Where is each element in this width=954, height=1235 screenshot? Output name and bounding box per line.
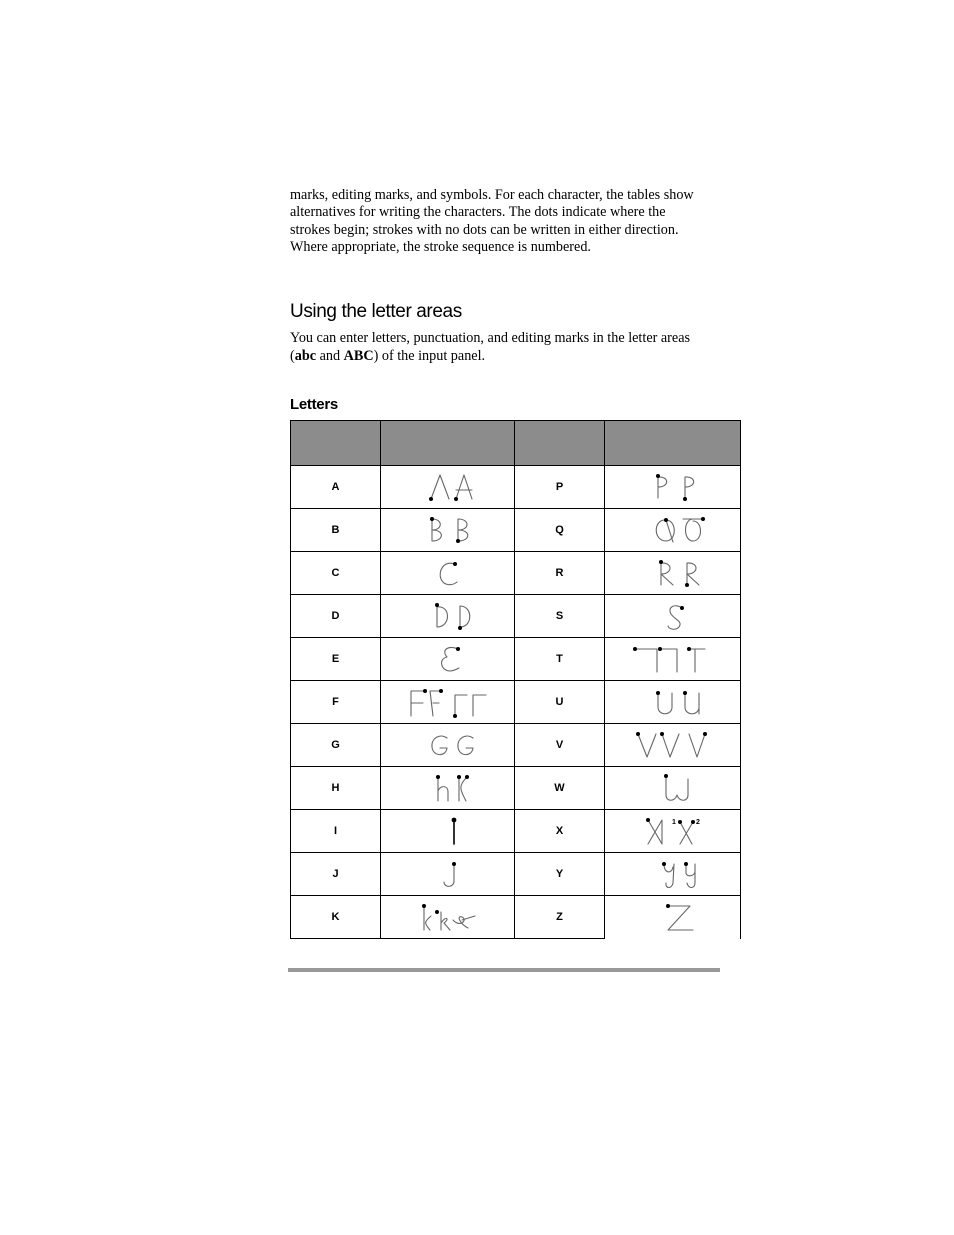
stroke-cell — [605, 810, 741, 853]
table-row — [291, 767, 741, 810]
stroke-glyph-J — [388, 855, 508, 893]
stroke-cell — [605, 638, 741, 681]
stroke-cell — [605, 681, 741, 724]
letter-label: A — [291, 466, 381, 509]
stroke-glyph-I — [388, 812, 508, 850]
section-heading: Using the letter areas — [290, 301, 462, 322]
stroke-glyph-Q — [613, 511, 733, 549]
stroke-glyph-U — [613, 683, 733, 721]
table-row — [291, 724, 741, 767]
stroke-cell — [381, 896, 515, 939]
stroke-cell — [381, 853, 515, 896]
intro-paragraph: marks, editing marks, and symbols. For each character, the tables show alternatives for writing the characters. The dots indicate where the strokes begin; strokes with no dots can be written in either direction. Where appropriate, the stroke sequence is numbered. — [290, 187, 694, 256]
stroke-cell — [605, 724, 741, 767]
letter-label: T — [515, 638, 605, 681]
letter-label: F — [291, 681, 381, 724]
stroke-cell — [381, 681, 515, 724]
letter-label: R — [515, 552, 605, 595]
table-row — [291, 681, 741, 724]
header-cell — [381, 421, 515, 466]
para-text-after: ) of the input panel. — [373, 347, 486, 364]
table-row — [291, 552, 741, 595]
stroke-cell — [381, 595, 515, 638]
letter-label: H — [291, 767, 381, 810]
letter-label: D — [291, 595, 381, 638]
header-cell — [515, 421, 605, 466]
table-row — [291, 509, 741, 552]
table-header-row — [291, 421, 741, 466]
stroke-glyph-Y — [613, 855, 733, 893]
letter-label: P — [515, 466, 605, 509]
letters-table — [290, 420, 741, 939]
stroke-glyph-V — [605, 726, 740, 764]
stroke-glyph-P — [613, 468, 733, 506]
stroke-cell — [381, 638, 515, 681]
stroke-glyph-E — [388, 640, 508, 678]
letter-label: V — [515, 724, 605, 767]
header-cell — [291, 421, 381, 466]
stroke-cell — [605, 767, 741, 810]
stroke-glyph-T — [605, 640, 740, 678]
stroke-cell — [381, 724, 515, 767]
stroke-glyph-Z — [613, 898, 733, 936]
stroke-cell — [381, 466, 515, 509]
letter-label: Z — [515, 896, 605, 939]
letter-label: S — [515, 595, 605, 638]
letter-label: U — [515, 681, 605, 724]
table-caption: Letters — [290, 396, 338, 413]
stroke-glyph-A — [388, 468, 508, 506]
letter-label: W — [515, 767, 605, 810]
letter-label: I — [291, 810, 381, 853]
stroke-cell — [605, 853, 741, 896]
letter-label: G — [291, 724, 381, 767]
stroke-cell — [605, 896, 741, 939]
table-row — [291, 810, 741, 853]
letter-label: C — [291, 552, 381, 595]
stroke-cell — [381, 767, 515, 810]
table-row — [291, 595, 741, 638]
stroke-glyph-B — [388, 511, 508, 549]
table-row — [291, 853, 741, 896]
stroke-glyph-R — [613, 554, 733, 592]
para-text-and: and — [316, 347, 344, 364]
letter-label: E — [291, 638, 381, 681]
para-text-before: You can enter letters, punctuation, and editing marks in the letter areas ( — [290, 330, 691, 364]
letter-areas-paragraph — [290, 330, 710, 366]
stroke-number-1: 1 — [672, 819, 676, 826]
table-row — [291, 896, 741, 939]
footer-rule — [288, 968, 720, 972]
letter-label: X — [515, 810, 605, 853]
letter-label: Q — [515, 509, 605, 552]
stroke-cell — [381, 810, 515, 853]
stroke-cell — [605, 466, 741, 509]
letter-label: Y — [515, 853, 605, 896]
stroke-cell — [381, 552, 515, 595]
stroke-glyph-F — [383, 683, 513, 721]
stroke-glyph-C — [388, 554, 508, 592]
stroke-glyph-G — [388, 726, 508, 764]
stroke-glyph-X — [605, 812, 740, 850]
stroke-cell — [605, 552, 741, 595]
stroke-glyph-S — [613, 597, 733, 635]
letter-label: B — [291, 509, 381, 552]
stroke-glyph-K — [388, 898, 508, 936]
stroke-glyph-H — [388, 769, 508, 807]
letter-label: K — [291, 896, 381, 939]
stroke-number-2: 2 — [696, 819, 700, 826]
stroke-cell — [605, 595, 741, 638]
letter-label: J — [291, 853, 381, 896]
stroke-cell — [381, 509, 515, 552]
stroke-glyph-D — [388, 597, 508, 635]
stroke-cell — [605, 509, 741, 552]
abc-bold: abc — [294, 347, 317, 364]
header-cell — [605, 421, 741, 466]
table-row — [291, 638, 741, 681]
stroke-glyph-W — [613, 769, 733, 807]
ABC-bold: ABC — [343, 347, 374, 364]
table-row — [291, 466, 741, 509]
